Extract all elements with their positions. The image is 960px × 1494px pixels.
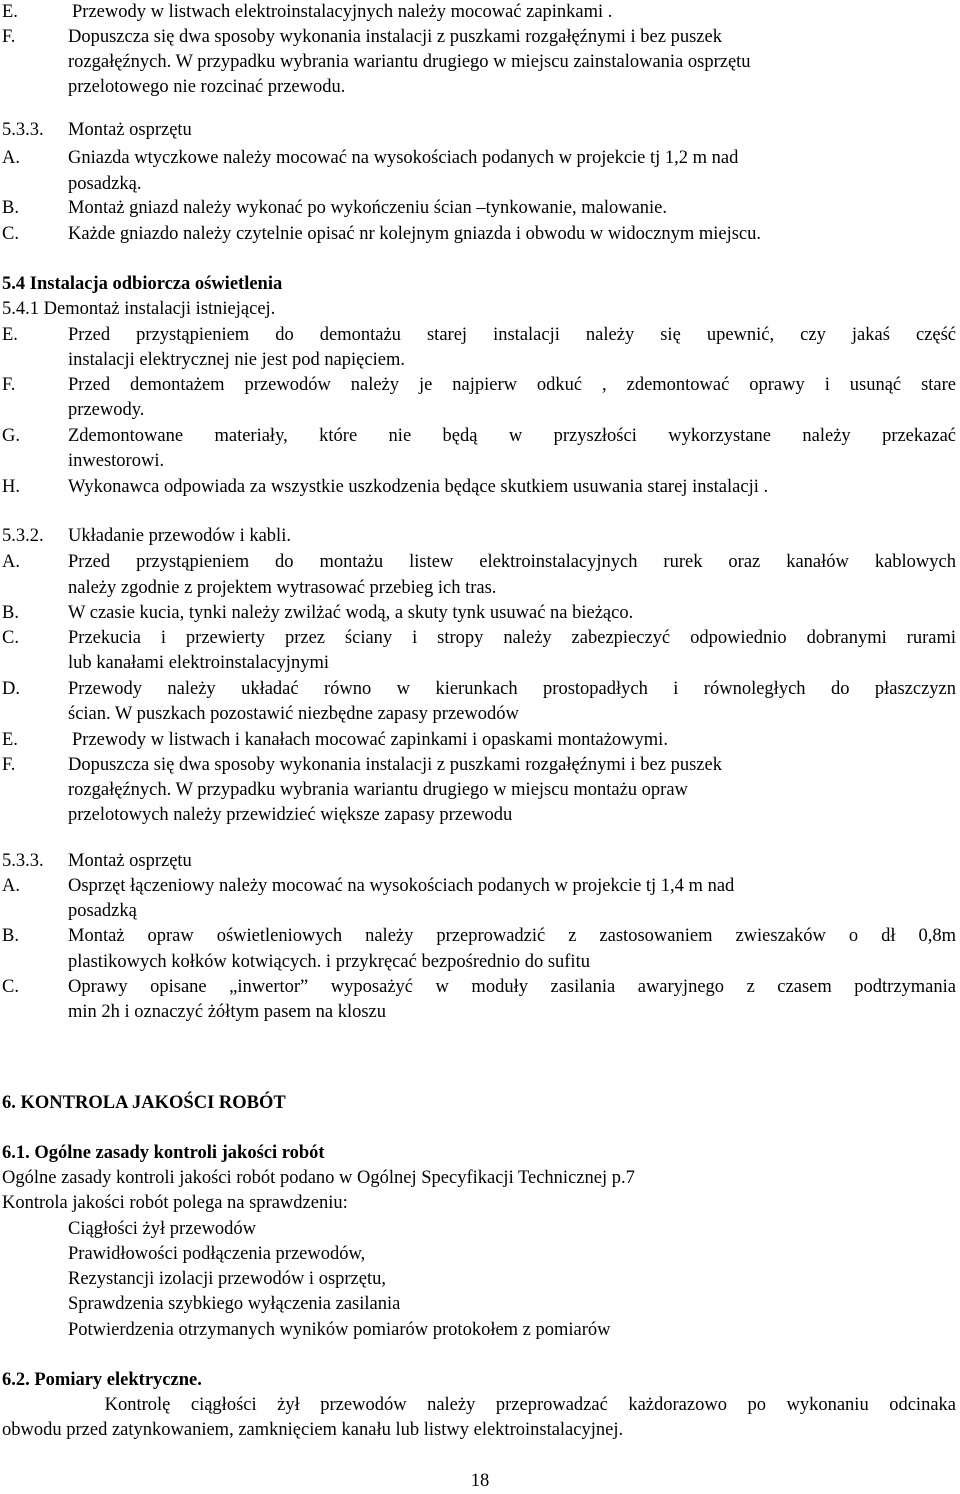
- item-text: Montaż gniazd należy wykonać po wykończeniu ścian –tynkowanie, malowanie.: [68, 198, 668, 218]
- heading-text: 6.1. Ogólne zasady kontroli jakości robót: [2, 1143, 325, 1163]
- section-number: 5.3.3.: [2, 120, 44, 140]
- item-text: inwestorowi.: [68, 451, 165, 471]
- list-item-d-cont: [0, 702, 960, 727]
- item-text: Oprawy opisane „inwertor” wyposażyć w moduły zasilania awaryjnego z czasem podtrzymania: [68, 977, 956, 997]
- list-item-a: [0, 146, 960, 171]
- list-item-d: [0, 677, 960, 702]
- item-text: Przewody w listwach elektroinstalacyjnych należy mocować zapinkami .: [72, 2, 613, 22]
- check-item-text: Sprawdzenia szybkiego wyłączenia zasilania: [68, 1294, 401, 1314]
- list-item-f-cont: [0, 50, 960, 75]
- item-label: F.: [2, 27, 16, 47]
- check-item-text: Prawidłowości podłączenia przewodów,: [68, 1244, 366, 1264]
- item-label: E.: [2, 730, 18, 750]
- item-label: E.: [2, 2, 18, 22]
- section-heading-6: [0, 1091, 960, 1116]
- item-text: Przekucia i przewierty przez ściany i stropy należy zabezpieczyć odpowiednio dobranymi rurami: [68, 628, 956, 648]
- item-text: lub kanałami elektroinstalacyjnymi: [68, 653, 329, 673]
- item-label: G.: [2, 426, 20, 446]
- item-text: Osprzęt łączeniowy należy mocować na wysokościach podanych w projekcie tj 1,4 m nad: [68, 876, 735, 896]
- list-item-c: [0, 222, 960, 247]
- list-item-c-cont: [0, 1000, 960, 1025]
- list-item-f-cont: [0, 803, 960, 828]
- check-item: [0, 1217, 960, 1242]
- list-item-c: [0, 975, 960, 1000]
- check-item-text: Potwierdzenia otrzymanych wyników pomiarów protokołem z pomiarów: [68, 1320, 611, 1340]
- paragraph: [0, 1393, 960, 1418]
- item-label: F.: [2, 375, 16, 395]
- item-text: Przed demontażem przewodów należy je najpierw odkuć , zdemontować oprawy i usunąć stare: [68, 375, 956, 395]
- item-text: posadzką: [68, 901, 137, 921]
- list-item-c-cont: [0, 651, 960, 676]
- list-item-a: [0, 550, 960, 575]
- section-number: 5.3.3.: [2, 851, 44, 871]
- check-item-text: Ciągłości żył przewodów: [68, 1219, 257, 1239]
- item-label: A.: [2, 876, 20, 896]
- page-number: [0, 1469, 960, 1494]
- page-number-text: 18: [470, 1471, 490, 1491]
- item-label: F.: [2, 755, 16, 775]
- check-item: [0, 1267, 960, 1292]
- item-label: E.: [2, 325, 18, 345]
- paragraph: [0, 1418, 960, 1443]
- item-label: A.: [2, 148, 20, 168]
- list-item-f-cont: [0, 398, 960, 423]
- item-label: B.: [2, 603, 19, 623]
- item-text: przelotowego nie rozcinać przewodu.: [68, 77, 346, 97]
- heading-text: 6. KONTROLA JAKOŚCI ROBÓT: [2, 1093, 286, 1113]
- item-label: C.: [2, 628, 19, 648]
- section-heading: [0, 524, 960, 549]
- item-text: instalacji elektrycznej nie jest pod napięciem.: [68, 350, 405, 370]
- item-label: D.: [2, 679, 20, 699]
- item-text: rozgałęźnych. W przypadku wybrania wariantu drugiego w miejscu montażu opraw: [68, 780, 688, 800]
- paragraph-text: Ogólne zasady kontroli jakości robót podano w Ogólnej Specyfikacji Technicznej p.7: [2, 1168, 635, 1188]
- section-title: Montaż osprzętu: [68, 851, 192, 871]
- item-text: Przewody w listwach i kanałach mocować zapinkami i opaskami montażowymi.: [72, 730, 668, 750]
- heading-text: 5.4.1 Demontaż instalacji istniejącej.: [2, 299, 276, 319]
- item-text: przelotowych należy przewidzieć większe zapasy przewodu: [68, 805, 513, 825]
- list-item-a: [0, 874, 960, 899]
- item-text: Przed przystąpieniem do montażu listew elektroinstalacyjnych rurek oraz kanałów kablowych: [68, 552, 956, 572]
- section-number: 5.3.2.: [2, 526, 44, 546]
- item-text: Przed przystąpieniem do demontażu starej instalacji należy się upewnić, czy jakaś część: [68, 325, 956, 345]
- item-text: posadzką.: [68, 174, 142, 194]
- section-heading-6-1: [0, 1141, 960, 1166]
- list-item-c: [0, 626, 960, 651]
- item-text: należy zgodnie z projektem wytrasować przebieg ich tras.: [68, 578, 497, 598]
- item-text: min 2h i oznaczyć żółtym pasem na kloszu: [68, 1002, 387, 1022]
- item-text: rozgałęźnych. W przypadku wybrania wariantu drugiego w miejscu zainstalowania osprzętu: [68, 52, 751, 72]
- list-item-a-cont: [0, 172, 960, 197]
- section-title: Montaż osprzętu: [68, 120, 192, 140]
- item-label: A.: [2, 552, 20, 572]
- item-label: B.: [2, 926, 19, 946]
- heading-text: 6.2. Pomiary elektryczne.: [2, 1370, 202, 1390]
- list-item-f: [0, 373, 960, 398]
- list-item-e: [0, 728, 960, 753]
- list-item-h: [0, 475, 960, 500]
- item-text: Gniazda wtyczkowe należy mocować na wysokościach podanych w projekcie tj 1,2 m nad: [68, 148, 739, 168]
- item-text: Przewody należy układać równo w kierunkach prostopadłych i równoległych do płaszczyzn: [68, 679, 956, 699]
- list-item-f-cont: [0, 778, 960, 803]
- list-item-g-cont: [0, 449, 960, 474]
- item-label: B.: [2, 198, 19, 218]
- paragraph-text: obwodu przed zatynkowaniem, zamknięciem kanału lub listwy elektroinstalacyjnej.: [2, 1420, 624, 1440]
- paragraph-text: Kontrolę ciągłości żył przewodów należy przeprowadzać każdorazowo po wykonaniu odcinaka: [2, 1395, 956, 1415]
- item-label: C.: [2, 224, 19, 244]
- item-text: Montaż opraw oświetleniowych należy przeprowadzić z zastosowaniem zwieszaków o dł 0,8m: [68, 926, 956, 946]
- list-item-e: [0, 323, 960, 348]
- section-heading-5-4: [0, 272, 960, 297]
- check-item: [0, 1242, 960, 1267]
- check-item: [0, 1292, 960, 1317]
- item-text: Zdemontowane materiały, które nie będą w przyszłości wykorzystane należy przekazać: [68, 426, 956, 446]
- item-text: przewody.: [68, 400, 145, 420]
- list-item-b: [0, 601, 960, 626]
- item-text: Dopuszcza się dwa sposoby wykonania instalacji z puszkami rozgałęźnymi i bez puszek: [68, 755, 722, 775]
- list-item-f: [0, 25, 960, 50]
- list-item-b-cont: [0, 950, 960, 975]
- item-text: Wykonawca odpowiada za wszystkie uszkodzenia będące skutkiem usuwania starej instalacji .: [68, 477, 769, 497]
- item-label: H.: [2, 477, 20, 497]
- item-text: Dopuszcza się dwa sposoby wykonania instalacji z puszkami rozgałęźnymi i bez puszek: [68, 27, 722, 47]
- list-item-f: [0, 753, 960, 778]
- list-item-b: [0, 924, 960, 949]
- list-item-f-cont: [0, 75, 960, 100]
- paragraph-text: Kontrola jakości robót polega na sprawdzeniu:: [2, 1193, 348, 1213]
- list-item-e-cont: [0, 348, 960, 373]
- check-item: [0, 1318, 960, 1343]
- section-heading: [0, 118, 960, 143]
- item-text: W czasie kucia, tynki należy zwilżać wodą, a skuty tynk usuwać na bieżąco.: [68, 603, 634, 623]
- item-text: plastikowych kołków kotwiących. i przykręcać bezpośrednio do sufitu: [68, 952, 590, 972]
- list-item-e: [0, 0, 960, 25]
- section-heading: [0, 849, 960, 874]
- list-item-a-cont: [0, 899, 960, 924]
- paragraph: [0, 1166, 960, 1191]
- item-label: C.: [2, 977, 19, 997]
- list-item-g: [0, 424, 960, 449]
- check-item-text: Rezystancji izolacji przewodów i osprzętu,: [68, 1269, 386, 1289]
- paragraph: [0, 1191, 960, 1216]
- item-text: ścian. W puszkach pozostawić niezbędne zapasy przewodów: [68, 704, 519, 724]
- item-text: Każde gniazdo należy czytelnie opisać nr kolejnym gniazda i obwodu w widocznym miejscu.: [68, 224, 762, 244]
- heading-text: 5.4 Instalacja odbiorcza oświetlenia: [2, 274, 283, 294]
- list-item-a-cont: [0, 576, 960, 601]
- list-item-b: [0, 196, 960, 221]
- section-heading-6-2: [0, 1368, 960, 1393]
- subsection-heading: [0, 297, 960, 322]
- section-title: Układanie przewodów i kabli.: [68, 526, 291, 546]
